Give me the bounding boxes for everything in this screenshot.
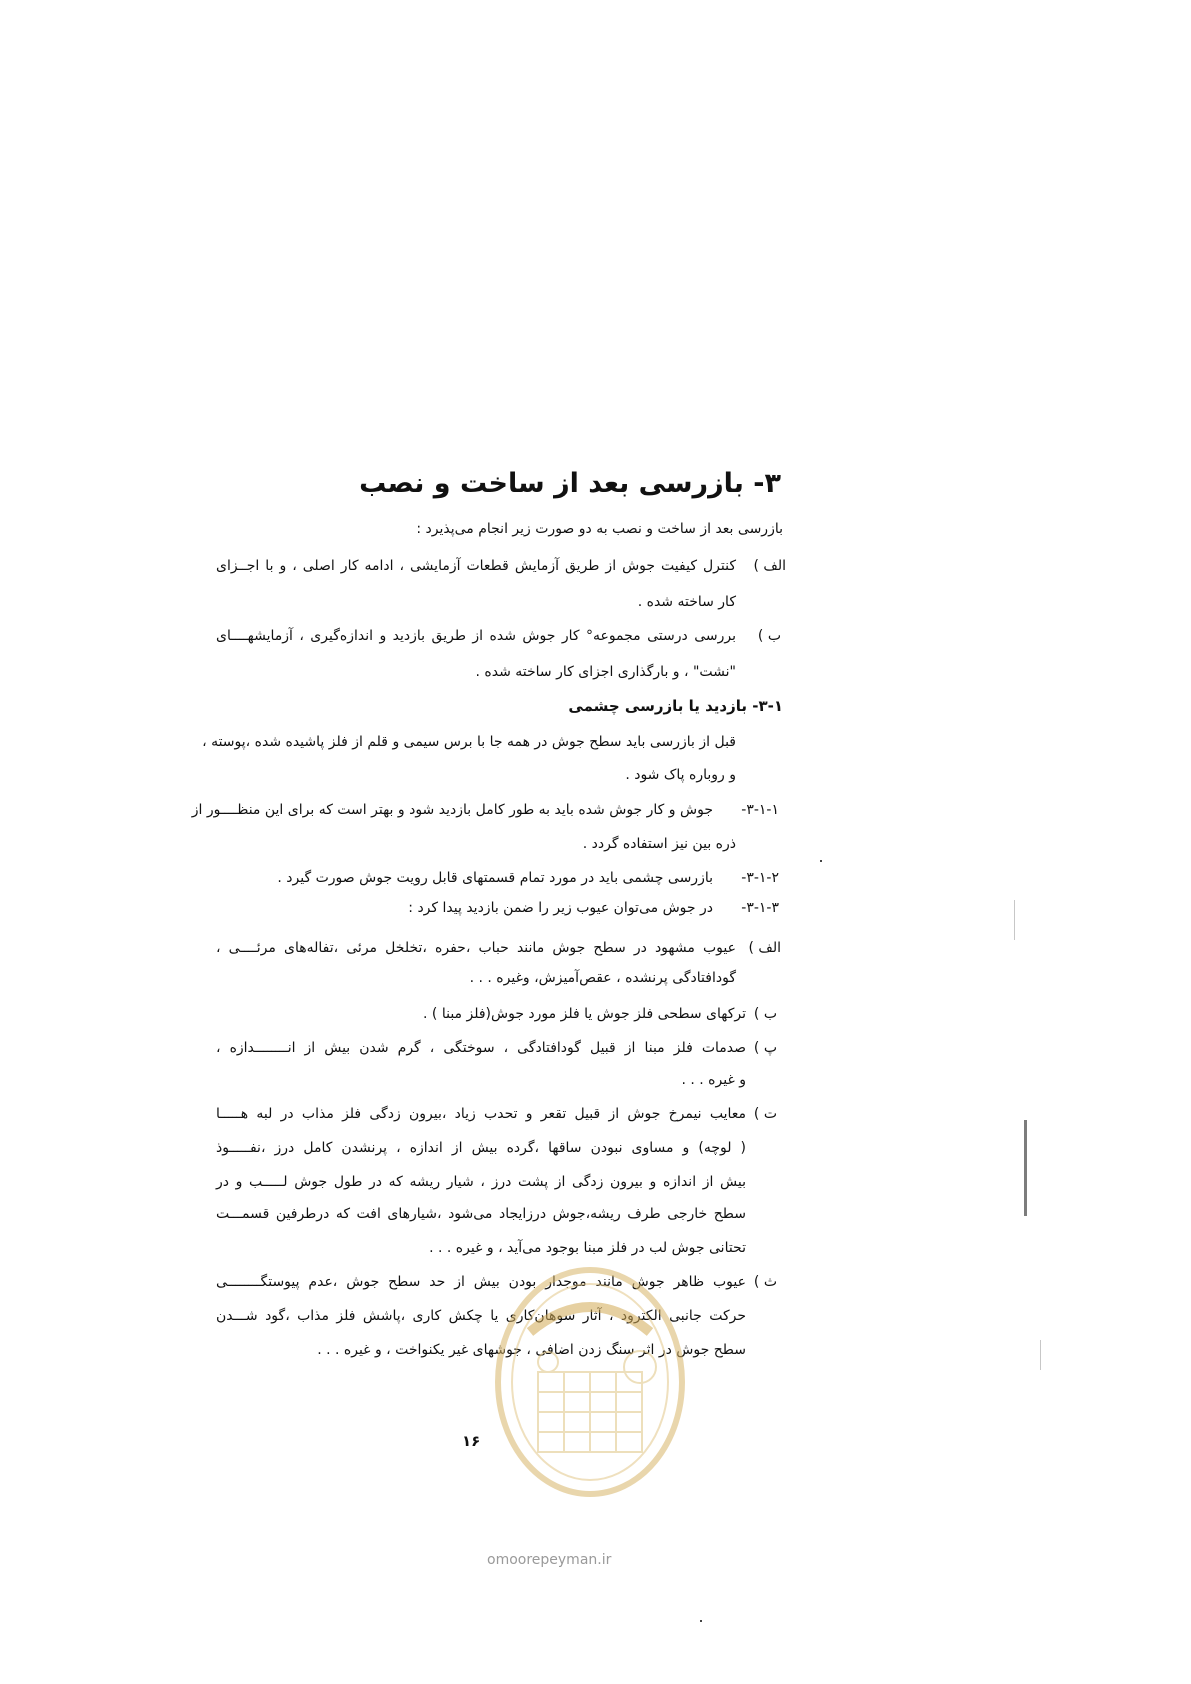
clause-3-1-3-marker: ۳-۱-۳-	[741, 900, 779, 916]
watermark-url: omoorepeyman.ir	[487, 1552, 612, 1568]
scan-mark	[1040, 1340, 1041, 1370]
defect-t-line-5: تحتانی جوش لب در فلز مبنا بوجود می‌آید ، و غیره . . .	[429, 1240, 746, 1256]
clause-3-1-3-line-1: در جوش می‌توان عیوب زیر را ضمن بازدید پیدا کرد :	[408, 900, 713, 916]
item-a-line-2: کار ساخته شده .	[637, 594, 736, 610]
item-b-marker: ب )	[757, 628, 781, 644]
clause-3-1-1-line-2: ذره بین نیز استفاده گردد .	[582, 836, 736, 852]
scan-mark	[1024, 1120, 1027, 1216]
defect-t-line-4: سطح خارجی طرف ریشه،جوش درزایجاد می‌شود ،شیارهای افت که درطرفین قسمـــت	[216, 1206, 746, 1222]
defect-p-line-1: صدمات فلز مبنا از قبیل گودافتادگی ، سوختگی ، گرم شدن بیش از انــــــــدازه ،	[216, 1040, 746, 1056]
page-number: ۱۶	[462, 1432, 481, 1450]
scan-mark	[1014, 900, 1015, 940]
defect-b-marker: ب )	[753, 1006, 777, 1022]
clause-3-1-1-line-1: جوش و کار جوش شده باید به طور کامل بازدید شود و بهتر است که برای این منظــــور از	[191, 802, 713, 818]
defect-b-line-1: ترکهای سطحی فلز جوش یا فلز مورد جوش(فلز مبنا ) .	[423, 1006, 746, 1022]
defect-t-marker: ت )	[753, 1106, 777, 1122]
defect-p-marker: پ )	[753, 1040, 777, 1056]
defect-s-line-3: سطح جوش در اثر سنگ زدن اضافی ، جوشهای غیر یکنواخت ، و غیره . . .	[317, 1342, 746, 1358]
item-b-line-2: "نشت" ، و بارگذاری اجزای کار ساخته شده .	[475, 664, 736, 680]
subsection-heading-3-1: ۳-۱- بازدید یا بازرسی چشمی	[568, 697, 783, 715]
defect-t-line-3: بیش از اندازه و بیرون زدگی از پشت درز ، شیار ریشه که در طول جوش لـــــب و در	[216, 1174, 746, 1190]
item-b-line-1: بررسی درستی مجموعه° کار جوش شده از طریق بازدید و اندازه‌گیری ، آزمایشهــــای	[216, 628, 736, 644]
clause-3-1-1-marker: ۳-۱-۱-	[741, 802, 779, 818]
subsection-3-1-line-1: قبل از بازرسی باید سطح جوش در همه جا با برس سیمی و قلم از فلز پاشیده شده ،پوسته ،	[202, 734, 736, 750]
clause-3-1-2-marker: ۳-۱-۲-	[741, 870, 779, 886]
scan-mark	[700, 1620, 702, 1622]
defect-t-line-2: ( لوچه) و مساوی نبودن ساقها ،گرده بیش از اندازه ، پرنشدن کامل درز ،نفـــــوذ	[216, 1140, 746, 1156]
defect-p-line-2: و غیره . . .	[681, 1072, 746, 1088]
defect-t-line-1: معایب نیمرخ جوش از قبیل تقعر و تحدب زیاد ،بیرون زدگی فلز مذاب در لبه هـــــا	[216, 1106, 746, 1122]
subsection-3-1-line-2: و روباره پاک شود .	[625, 767, 736, 783]
defect-a-line-2: گودافتادگی پرنشده ، عقص‌آمیزش، وغیره . . .	[469, 970, 736, 986]
defect-s-line-1: عیوب ظاهر جوش مانند موجدار بودن بیش از حد سطح جوش ،عدم پیوستگــــــــی	[216, 1274, 746, 1290]
scan-mark	[820, 860, 822, 862]
defect-s-marker: ث )	[753, 1274, 777, 1290]
section-heading: ۳- بازرسی بعد از ساخت و نصب	[359, 468, 781, 499]
defect-a-marker: الف )	[748, 940, 781, 956]
defect-s-line-2: حرکت جانبی الکترود ، آثار سوهان‌کاری یا چکش کاری ،پاشش فلز مذاب ،گود شـــدن	[216, 1308, 746, 1324]
item-a-marker: الف )	[753, 558, 786, 574]
item-a-line-1: کنترل کیفیت جوش از طریق آزمایش قطعات آزمایشی ، ادامه کار اصلی ، و با اجــزای	[216, 558, 736, 574]
defect-a-line-1: عیوب مشهود در سطح جوش مانند حباب ،حفره ،تخلخل مرئی ،تفاله‌های مرئــــی ،	[216, 940, 736, 956]
watermark-seal-icon	[490, 1262, 690, 1502]
intro-paragraph: بازرسی بعد از ساخت و نصب به دو صورت زیر انجام می‌پذیرد :	[416, 521, 783, 537]
clause-3-1-2-line-1: بازرسی چشمی باید در مورد تمام قسمتهای قابل رویت جوش صورت گیرد .	[277, 870, 713, 886]
